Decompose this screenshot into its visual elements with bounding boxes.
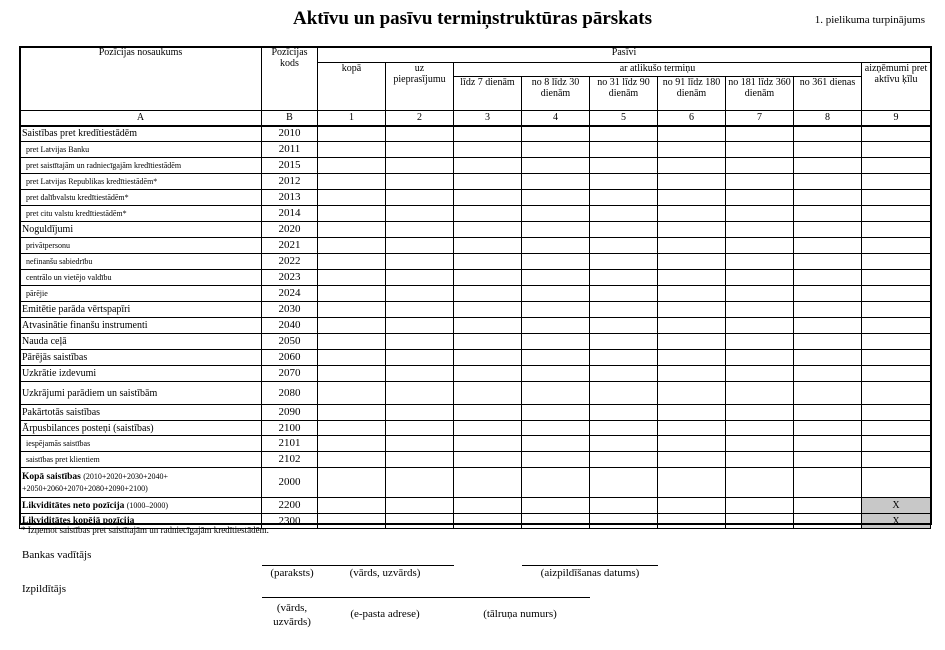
row-code: 2022 <box>262 254 318 270</box>
row-label: pret saistītajām un radniecīgajām kredītiestādēm <box>20 158 262 174</box>
row-label: Nauda ceļā <box>20 334 262 350</box>
value-cell[interactable] <box>726 350 794 366</box>
value-cell[interactable] <box>386 126 454 142</box>
table-row <box>20 238 931 254</box>
value-cell[interactable] <box>794 270 862 286</box>
value-cell[interactable] <box>726 190 794 206</box>
value-cell[interactable] <box>454 270 522 286</box>
header-col-3: līdz 7 dienām <box>454 77 522 111</box>
value-cell[interactable] <box>386 318 454 334</box>
row-code: 2024 <box>262 286 318 302</box>
row-label: pret dalībvalstu kredītiestādēm* <box>20 190 262 206</box>
header-remaining-term: ar atlikušo termiņu <box>454 63 862 77</box>
value-cell[interactable] <box>862 254 931 270</box>
row-code: 2023 <box>262 270 318 286</box>
table-row <box>20 222 931 238</box>
value-cell[interactable] <box>590 421 658 436</box>
value-cell[interactable] <box>318 158 386 174</box>
table-row <box>20 286 931 302</box>
row-code: 2080 <box>262 382 318 405</box>
value-cell[interactable] <box>862 206 931 222</box>
value-cell[interactable] <box>318 126 386 142</box>
value-cell[interactable] <box>862 452 931 468</box>
liquidity-net-row <box>20 498 931 514</box>
row-code: 2015 <box>262 158 318 174</box>
value-cell[interactable] <box>726 318 794 334</box>
row-code: 2012 <box>262 174 318 190</box>
value-cell[interactable] <box>862 302 931 318</box>
value-cell[interactable] <box>794 206 862 222</box>
row-code: 2040 <box>262 318 318 334</box>
signature-caption: (paraksts) <box>270 567 314 579</box>
footnote: * Izņemot saistības pret saistītajām un radniecīgajām kredītiestādēm. <box>21 525 269 535</box>
value-cell[interactable] <box>658 126 726 142</box>
value-cell[interactable] <box>454 158 522 174</box>
value-cell[interactable] <box>658 206 726 222</box>
header-col-4: no 8 līdz 30 dienām <box>522 77 590 111</box>
value-cell[interactable] <box>726 382 794 405</box>
value-cell[interactable] <box>590 206 658 222</box>
value-cell[interactable] <box>590 350 658 366</box>
value-cell[interactable] <box>386 452 454 468</box>
value-cell[interactable] <box>590 405 658 421</box>
value-cell[interactable] <box>522 190 590 206</box>
table-row <box>20 126 931 142</box>
value-cell[interactable] <box>590 254 658 270</box>
annex-note: 1. pielikuma turpinājums <box>814 14 925 26</box>
value-cell[interactable] <box>318 174 386 190</box>
executor-name-caption: (vārds, uzvārds) <box>273 602 311 628</box>
table-row <box>20 436 931 452</box>
phone-caption: (tālruņa numurs) <box>483 608 557 620</box>
value-cell[interactable] <box>794 382 862 405</box>
value-cell[interactable] <box>658 318 726 334</box>
value-cell[interactable] <box>454 254 522 270</box>
value-cell[interactable] <box>590 382 658 405</box>
row-label: Noguldījumi <box>20 222 262 238</box>
value-cell[interactable] <box>726 158 794 174</box>
value-cell[interactable] <box>386 190 454 206</box>
value-cell[interactable] <box>454 350 522 366</box>
row-label: saistības pret klientiem <box>20 452 262 468</box>
value-cell[interactable] <box>862 158 931 174</box>
row-code: 2060 <box>262 350 318 366</box>
email-caption: (e-pasta adrese) <box>350 608 420 620</box>
value-cell[interactable] <box>386 302 454 318</box>
value-cell[interactable] <box>318 405 386 421</box>
table-row <box>20 174 931 190</box>
column-letters-row: A B 1 2 3 4 5 6 7 8 9 <box>20 111 931 126</box>
value-cell[interactable] <box>386 366 454 382</box>
row-label: pret citu valstu kredītiestādēm* <box>20 206 262 222</box>
row-label: Saistības pret kredītiestādēm <box>20 126 262 142</box>
header-kopa: kopā <box>318 63 386 111</box>
value-cell[interactable] <box>386 382 454 405</box>
table-row <box>20 405 931 421</box>
value-cell[interactable] <box>658 142 726 158</box>
value-cell[interactable] <box>454 382 522 405</box>
row-label: centrālo un vietējo valdību <box>20 270 262 286</box>
value-cell[interactable] <box>658 222 726 238</box>
value-cell[interactable] <box>862 126 931 142</box>
table-row <box>20 318 931 334</box>
row-label: Uzkrājumi parādiem un saistībām <box>20 382 262 405</box>
table-row <box>20 190 931 206</box>
value-cell[interactable] <box>522 302 590 318</box>
value-cell[interactable] <box>862 436 931 452</box>
value-cell[interactable] <box>794 318 862 334</box>
value-cell[interactable] <box>794 436 862 452</box>
header-col-7: no 181 līdz 360 dienām <box>726 77 794 111</box>
value-cell[interactable] <box>386 286 454 302</box>
table-row <box>20 142 931 158</box>
value-cell[interactable] <box>590 142 658 158</box>
value-cell[interactable] <box>658 382 726 405</box>
value-cell[interactable] <box>726 334 794 350</box>
header-pos-name: Pozīcijas nosaukums <box>20 47 262 111</box>
value-cell[interactable] <box>522 436 590 452</box>
liquidity-total-code: 2300 <box>262 514 318 529</box>
row-label: Ārpusbilances posteņi (saistības) <box>20 421 262 436</box>
value-cell[interactable] <box>726 366 794 382</box>
executor-line <box>262 597 590 598</box>
value-cell[interactable] <box>794 350 862 366</box>
row-label: pret Latvijas Republikas kredītiestādēm* <box>20 174 262 190</box>
value-cell[interactable] <box>794 254 862 270</box>
value-cell[interactable] <box>454 302 522 318</box>
value-cell[interactable] <box>658 350 726 366</box>
row-label: pārējie <box>20 286 262 302</box>
value-cell[interactable] <box>862 270 931 286</box>
header-pasivi: Pasīvi <box>318 47 931 63</box>
value-cell[interactable] <box>386 174 454 190</box>
value-cell[interactable] <box>794 158 862 174</box>
value-cell[interactable] <box>794 190 862 206</box>
value-cell[interactable] <box>522 382 590 405</box>
header-col-5: no 31 līdz 90 dienām <box>590 77 658 111</box>
table-row <box>20 158 931 174</box>
value-cell[interactable] <box>318 382 386 405</box>
table-row <box>20 302 931 318</box>
value-cell[interactable] <box>658 158 726 174</box>
value-cell[interactable] <box>862 238 931 254</box>
value-cell[interactable] <box>318 318 386 334</box>
table-row <box>20 334 931 350</box>
value-cell[interactable] <box>862 318 931 334</box>
value-cell[interactable] <box>794 452 862 468</box>
value-cell[interactable] <box>658 436 726 452</box>
value-cell[interactable] <box>794 174 862 190</box>
row-code: 2011 <box>262 142 318 158</box>
value-cell[interactable] <box>318 190 386 206</box>
value-cell[interactable] <box>454 366 522 382</box>
row-code: 2070 <box>262 366 318 382</box>
row-label: nefinanšu sabiedrību <box>20 254 262 270</box>
value-cell[interactable] <box>590 270 658 286</box>
executor-label: Izpildītājs <box>22 583 66 595</box>
value-cell[interactable] <box>522 142 590 158</box>
value-cell[interactable] <box>658 238 726 254</box>
value-cell[interactable] <box>658 190 726 206</box>
row-code: 2100 <box>262 421 318 436</box>
value-cell[interactable] <box>862 190 931 206</box>
total-label: Kopā saistības (2010+2020+2030+2040+ +2050+2060+2070+2080+2090+2100) <box>20 468 262 498</box>
value-cell[interactable] <box>454 126 522 142</box>
value-cell[interactable] <box>658 174 726 190</box>
value-cell[interactable] <box>454 421 522 436</box>
value-cell[interactable] <box>590 334 658 350</box>
value-cell[interactable] <box>862 366 931 382</box>
value-cell[interactable] <box>794 238 862 254</box>
value-cell[interactable] <box>522 405 590 421</box>
value-cell[interactable] <box>386 142 454 158</box>
table-row <box>20 270 931 286</box>
value-cell[interactable] <box>522 254 590 270</box>
value-cell[interactable] <box>862 334 931 350</box>
value-cell[interactable] <box>590 190 658 206</box>
row-code: 2102 <box>262 452 318 468</box>
value-cell[interactable] <box>522 350 590 366</box>
header-col-6: no 91 līdz 180 dienām <box>658 77 726 111</box>
value-cell[interactable] <box>726 206 794 222</box>
value-cell[interactable] <box>658 452 726 468</box>
header-pos-code: Pozīcijas kods <box>262 47 318 111</box>
value-cell[interactable] <box>522 334 590 350</box>
row-label: Atvasinātie finanšu instrumenti <box>20 318 262 334</box>
value-cell[interactable] <box>658 334 726 350</box>
value-cell[interactable] <box>590 158 658 174</box>
row-code: 2030 <box>262 302 318 318</box>
value-cell[interactable] <box>862 174 931 190</box>
value-cell[interactable] <box>454 190 522 206</box>
value-cell[interactable] <box>590 238 658 254</box>
value-cell[interactable] <box>318 238 386 254</box>
table-row <box>20 382 931 405</box>
value-cell[interactable] <box>386 158 454 174</box>
header-col-8: no 361 dienas <box>794 77 862 111</box>
value-cell[interactable] <box>726 302 794 318</box>
value-cell[interactable] <box>522 318 590 334</box>
header-on-demand: uz pieprasījumu <box>386 63 454 111</box>
table-row <box>20 366 931 382</box>
value-cell[interactable] <box>726 452 794 468</box>
value-cell[interactable] <box>726 254 794 270</box>
value-cell[interactable] <box>522 452 590 468</box>
value-cell[interactable] <box>522 270 590 286</box>
value-cell[interactable] <box>318 270 386 286</box>
value-cell[interactable] <box>794 405 862 421</box>
value-cell[interactable] <box>590 366 658 382</box>
value-cell[interactable] <box>726 222 794 238</box>
value-cell[interactable] <box>386 206 454 222</box>
value-cell[interactable] <box>590 286 658 302</box>
term-structure-table <box>19 46 931 529</box>
row-code: 2010 <box>262 126 318 142</box>
value-cell[interactable] <box>318 421 386 436</box>
value-cell[interactable] <box>862 382 931 405</box>
value-cell[interactable] <box>658 421 726 436</box>
value-cell[interactable] <box>658 405 726 421</box>
value-cell[interactable] <box>454 452 522 468</box>
table-row <box>20 452 931 468</box>
total-code: 2000 <box>262 468 318 498</box>
value-cell[interactable] <box>794 421 862 436</box>
value-cell[interactable] <box>522 421 590 436</box>
value-cell[interactable] <box>386 405 454 421</box>
liquidity-total-label: Likviditātes kopējā pozīcija <box>20 514 262 529</box>
value-cell[interactable] <box>522 366 590 382</box>
value-cell[interactable] <box>658 366 726 382</box>
value-cell[interactable] <box>794 222 862 238</box>
row-label: Pārējās saistības <box>20 350 262 366</box>
liquidity-total-x: X <box>862 514 931 529</box>
total-row <box>20 468 931 498</box>
table-row <box>20 206 931 222</box>
row-label: pret Latvijas Banku <box>20 142 262 158</box>
value-cell[interactable] <box>590 222 658 238</box>
row-label: privātpersonu <box>20 238 262 254</box>
value-cell[interactable] <box>454 436 522 452</box>
value-cell[interactable] <box>794 126 862 142</box>
row-code: 2050 <box>262 334 318 350</box>
value-cell[interactable] <box>318 222 386 238</box>
value-cell[interactable] <box>318 350 386 366</box>
value-cell[interactable] <box>590 452 658 468</box>
value-cell[interactable] <box>454 206 522 222</box>
value-cell[interactable] <box>454 405 522 421</box>
value-cell[interactable] <box>726 405 794 421</box>
value-cell[interactable] <box>522 286 590 302</box>
value-cell[interactable] <box>726 286 794 302</box>
value-cell[interactable] <box>794 366 862 382</box>
row-label: Uzkrātie izdevumi <box>20 366 262 382</box>
value-cell[interactable] <box>318 452 386 468</box>
value-cell[interactable] <box>862 350 931 366</box>
header-secured-loans: aizņēmumi pret aktīvu ķīlu <box>862 63 931 111</box>
value-cell[interactable] <box>386 334 454 350</box>
value-cell[interactable] <box>318 206 386 222</box>
value-cell[interactable] <box>658 254 726 270</box>
value-cell[interactable] <box>386 222 454 238</box>
signature-line <box>262 565 454 566</box>
row-code: 2101 <box>262 436 318 452</box>
value-cell[interactable] <box>318 286 386 302</box>
row-code: 2090 <box>262 405 318 421</box>
value-cell[interactable] <box>454 318 522 334</box>
value-cell[interactable] <box>318 366 386 382</box>
value-cell[interactable] <box>726 126 794 142</box>
value-cell[interactable] <box>726 436 794 452</box>
row-label: iespējamās saistības <box>20 436 262 452</box>
value-cell[interactable] <box>794 142 862 158</box>
table-row <box>20 254 931 270</box>
value-cell[interactable] <box>386 436 454 452</box>
date-caption: (aizpildīšanas datums) <box>540 567 640 579</box>
bank-head-label: Bankas vadītājs <box>22 549 92 561</box>
value-cell[interactable] <box>454 286 522 302</box>
value-cell[interactable] <box>522 206 590 222</box>
table-row <box>20 350 931 366</box>
row-code: 2014 <box>262 206 318 222</box>
page-title: Aktīvu un pasīvu termiņstruktūras pārskats <box>293 8 652 29</box>
value-cell[interactable] <box>386 238 454 254</box>
value-cell[interactable] <box>522 222 590 238</box>
row-code: 2020 <box>262 222 318 238</box>
value-cell[interactable] <box>590 302 658 318</box>
value-cell[interactable] <box>590 318 658 334</box>
row-label: Pakārtotās saistības <box>20 405 262 421</box>
value-cell[interactable] <box>862 222 931 238</box>
value-cell[interactable] <box>590 126 658 142</box>
value-cell[interactable] <box>522 174 590 190</box>
value-cell[interactable] <box>386 270 454 286</box>
liquidity-net-label: Likviditātes neto pozīcija (1000–2000) <box>20 498 262 514</box>
value-cell[interactable] <box>862 405 931 421</box>
value-cell[interactable] <box>726 142 794 158</box>
liquidity-net-x: X <box>862 498 931 514</box>
value-cell[interactable] <box>590 174 658 190</box>
row-code: 2013 <box>262 190 318 206</box>
value-cell[interactable] <box>522 126 590 142</box>
value-cell[interactable] <box>318 142 386 158</box>
value-cell[interactable] <box>318 436 386 452</box>
value-cell[interactable] <box>590 436 658 452</box>
value-cell[interactable] <box>794 286 862 302</box>
value-cell[interactable] <box>862 421 931 436</box>
value-cell[interactable] <box>454 142 522 158</box>
name-caption: (vārds, uzvārds) <box>349 567 421 579</box>
value-cell[interactable] <box>726 421 794 436</box>
value-cell[interactable] <box>658 270 726 286</box>
liquidity-net-code: 2200 <box>262 498 318 514</box>
row-label: Emitētie parāda vērtspapīri <box>20 302 262 318</box>
value-cell[interactable] <box>726 174 794 190</box>
value-cell[interactable] <box>522 158 590 174</box>
value-cell[interactable] <box>794 302 862 318</box>
value-cell[interactable] <box>454 238 522 254</box>
value-cell[interactable] <box>862 142 931 158</box>
value-cell[interactable] <box>386 254 454 270</box>
value-cell[interactable] <box>318 334 386 350</box>
value-cell[interactable] <box>658 302 726 318</box>
value-cell[interactable] <box>522 238 590 254</box>
table-row <box>20 421 931 436</box>
value-cell[interactable] <box>318 254 386 270</box>
value-cell[interactable] <box>862 286 931 302</box>
value-cell[interactable] <box>386 421 454 436</box>
value-cell[interactable] <box>318 302 386 318</box>
value-cell[interactable] <box>794 334 862 350</box>
value-cell[interactable] <box>658 286 726 302</box>
value-cell[interactable] <box>726 238 794 254</box>
value-cell[interactable] <box>454 222 522 238</box>
value-cell[interactable] <box>454 174 522 190</box>
date-line <box>522 565 658 566</box>
value-cell[interactable] <box>454 334 522 350</box>
value-cell[interactable] <box>386 350 454 366</box>
row-code: 2021 <box>262 238 318 254</box>
value-cell[interactable] <box>726 270 794 286</box>
